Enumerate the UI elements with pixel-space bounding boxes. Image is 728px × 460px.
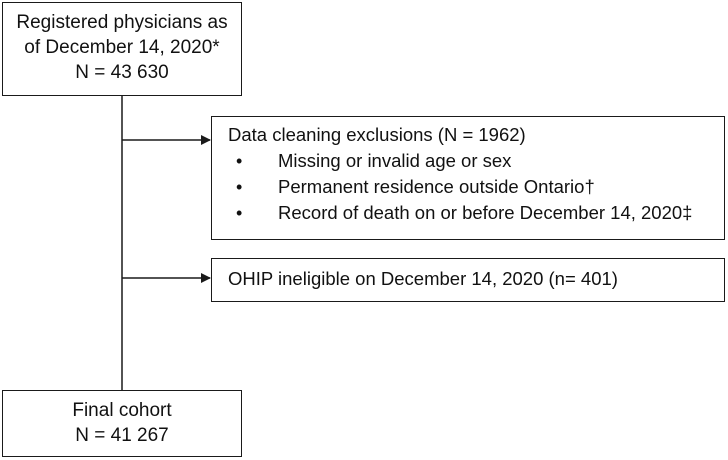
start-box-line-2: of December 14, 2020* [24,37,220,58]
data-cleaning-exclusions-box [211,116,725,240]
registered-physicians-box [2,2,242,96]
bullet-icon: • [236,203,243,223]
start-box-line-3: N = 43 630 [75,62,169,83]
ohip-ineligible-label: OHIP ineligible on December 14, 2020 (n= 401) [228,268,618,289]
exclusion-item [228,148,724,174]
exclusion-item [228,200,724,226]
bullet-icon: • [236,177,243,197]
start-box-line-1: Registered physicians as [16,12,228,33]
exclusions-heading: Data cleaning exclusions (N = 1962) [228,124,526,145]
exclusion-item-label: Permanent residence outside Ontario† [278,176,595,197]
final-box-line-2: N = 41 267 [75,425,169,446]
ohip-ineligible-box [211,258,725,302]
exclusion-item-label: Missing or invalid age or sex [278,150,512,171]
exclusion-item [228,174,724,200]
final-box-line-1: Final cohort [72,400,172,421]
exclusions-list [228,148,724,226]
bullet-icon: • [236,151,243,171]
exclusion-item-label: Record of death on or before December 14, 2020‡ [278,202,693,223]
final-cohort-box [2,390,242,457]
